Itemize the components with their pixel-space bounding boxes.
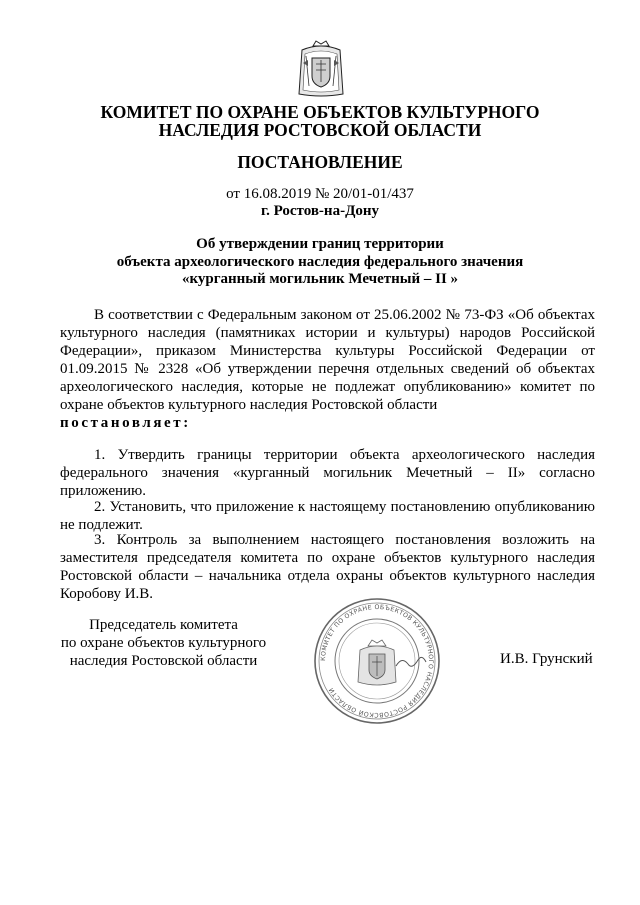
item-1-text: 1. Утвердить границы территории объекта археологического наследия федерального значения «курганный могильник Мечетный – II» согласно приложению.: [60, 447, 595, 499]
committee-line-1: КОМИТЕТ ПО ОХРАНЕ ОБЪЕКТОВ КУЛЬТУРНОГО: [100, 102, 540, 122]
signatory-title-line-2: по охране объектов культурного: [60, 635, 267, 651]
signatory-title-line-3: наследия Ростовской области: [69, 653, 258, 669]
document-type: ПОСТАНОВЛЕНИЕ: [237, 152, 403, 172]
signatory-name: И.В. Грунский: [500, 651, 593, 667]
document-subject: [60, 236, 580, 289]
item-3: [60, 531, 595, 603]
document-city: г. Ростов-на-Дону: [260, 203, 380, 219]
item-1: [60, 446, 595, 500]
document-date-number: от 16.08.2019 № 20/01-01/437: [226, 186, 414, 202]
committee-name: [60, 103, 580, 139]
official-seal-icon: [312, 596, 442, 726]
item-2-text: 2. Установить, что приложение к настоящему постановлению опубликованию не подлежит.: [60, 499, 595, 533]
intro-paragraph: [60, 306, 595, 432]
intro-text: В соответствии с Федеральным законом от 25.06.2002 № 73-ФЗ «Об объектах культурного наследия (памятниках истории и культуры) народов Российской Федерации», приказом Министерства культуры Российской Федерации от 01.09.2015 № 2328 «Об утверждении перечня отдельных сведений об объектах археологического наследия, которые не подлежат опубликованию» комитет по охране объектов культурного наследия Ростовской области: [60, 307, 595, 413]
resolves-word: постановляет:: [60, 415, 191, 431]
item-2: [60, 498, 595, 534]
subject-line-1: Об утверждении границ территории: [196, 236, 444, 252]
committee-line-2: НАСЛЕДИЯ РОСТОВСКОЙ ОБЛАСТИ: [158, 120, 482, 140]
signatory-title: [56, 616, 271, 670]
item-3-text: 3. Контроль за выполнением настоящего постановления возложить на заместителя председателя комитета по охране объектов культурного наследия Ростовской области – начальника отдела охраны объектов культурного наследия Коробову И.В.: [60, 532, 595, 602]
seal-text: КОМИТЕТ ПО ОХРАНЕ ОБЪЕКТОВ КУЛЬТУРНОГО НАСЛЕДИЯ РОСТОВСКОЙ ОБЛАСТИ: [319, 603, 435, 719]
subject-line-2: объекта археологического наследия федерального значения: [116, 253, 524, 270]
signatory-title-line-1: Председатель комитета: [89, 617, 238, 633]
coat-of-arms-icon: [296, 40, 346, 98]
subject-line-3: «курганный могильник Мечетный – II »: [181, 271, 459, 287]
